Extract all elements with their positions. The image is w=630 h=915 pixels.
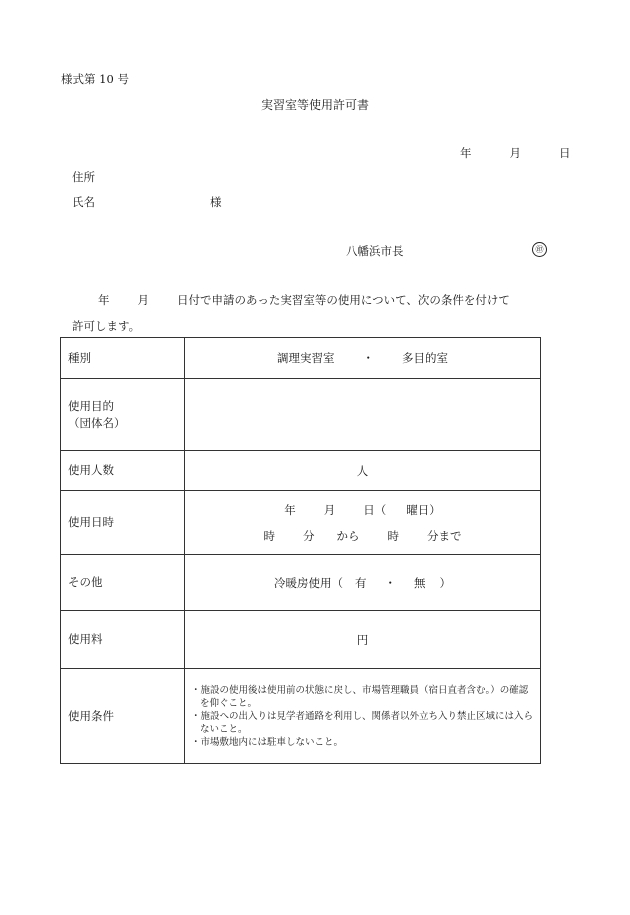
condition-item: ・施設への出入りは見学者通路を利用し、関係者以外立ち入り禁止区域には入らないこと。	[191, 710, 534, 735]
row-conditions	[61, 669, 541, 764]
datetime-label: 使用日時	[61, 491, 185, 555]
purpose-value[interactable]	[185, 379, 541, 451]
honorific: 様	[210, 195, 222, 209]
issue-date	[460, 145, 571, 161]
row-purpose	[61, 379, 541, 451]
purpose-label: 使用目的 （団体名）	[61, 379, 185, 451]
conditions-value	[185, 669, 541, 764]
condition-item: ・市場敷地内には駐車しないこと。	[191, 736, 344, 748]
document-title: 実習室等使用許可書	[260, 98, 369, 112]
name-label: 氏名	[72, 195, 95, 209]
fee-value[interactable]: 円	[185, 611, 541, 669]
seal-mark: ㊞	[532, 242, 547, 257]
permit-table	[60, 337, 541, 764]
other-label: その他	[61, 555, 185, 611]
other-value[interactable]: 冷暖房使用（ 有 ・ 無 ）	[185, 555, 541, 611]
intro-line-2: 許可します。	[72, 319, 141, 333]
type-value: 調理実習室 ・ 多目的室	[185, 338, 541, 379]
condition-item: ・施設の使用後は使用前の状態に戻し、市場管理職員（宿日直者含む。）の確認を仰ぐこと。	[191, 684, 529, 709]
row-count	[61, 451, 541, 491]
intro-line-1: 年 月 日付で申請のあった実習室等の使用について、次の条件を付けて	[98, 293, 510, 307]
datetime-value[interactable]: 年 月 日（ 曜日） 時 分 から 時 分まで	[185, 491, 541, 555]
date-year: 年	[460, 146, 472, 160]
conditions-label: 使用条件	[61, 669, 185, 764]
row-fee	[61, 611, 541, 669]
type-label: 種別	[61, 338, 185, 379]
fee-label: 使用料	[61, 611, 185, 669]
count-label: 使用人数	[61, 451, 185, 491]
row-type	[61, 338, 541, 379]
count-value[interactable]: 人	[185, 451, 541, 491]
form-number: 様式第 10 号	[61, 72, 129, 86]
row-other	[61, 555, 541, 611]
date-month: 月	[509, 146, 521, 160]
address-label: 住所	[72, 170, 95, 184]
row-datetime	[61, 491, 541, 555]
issuer-title: 八幡浜市長	[346, 244, 404, 258]
date-day: 日	[559, 146, 571, 160]
